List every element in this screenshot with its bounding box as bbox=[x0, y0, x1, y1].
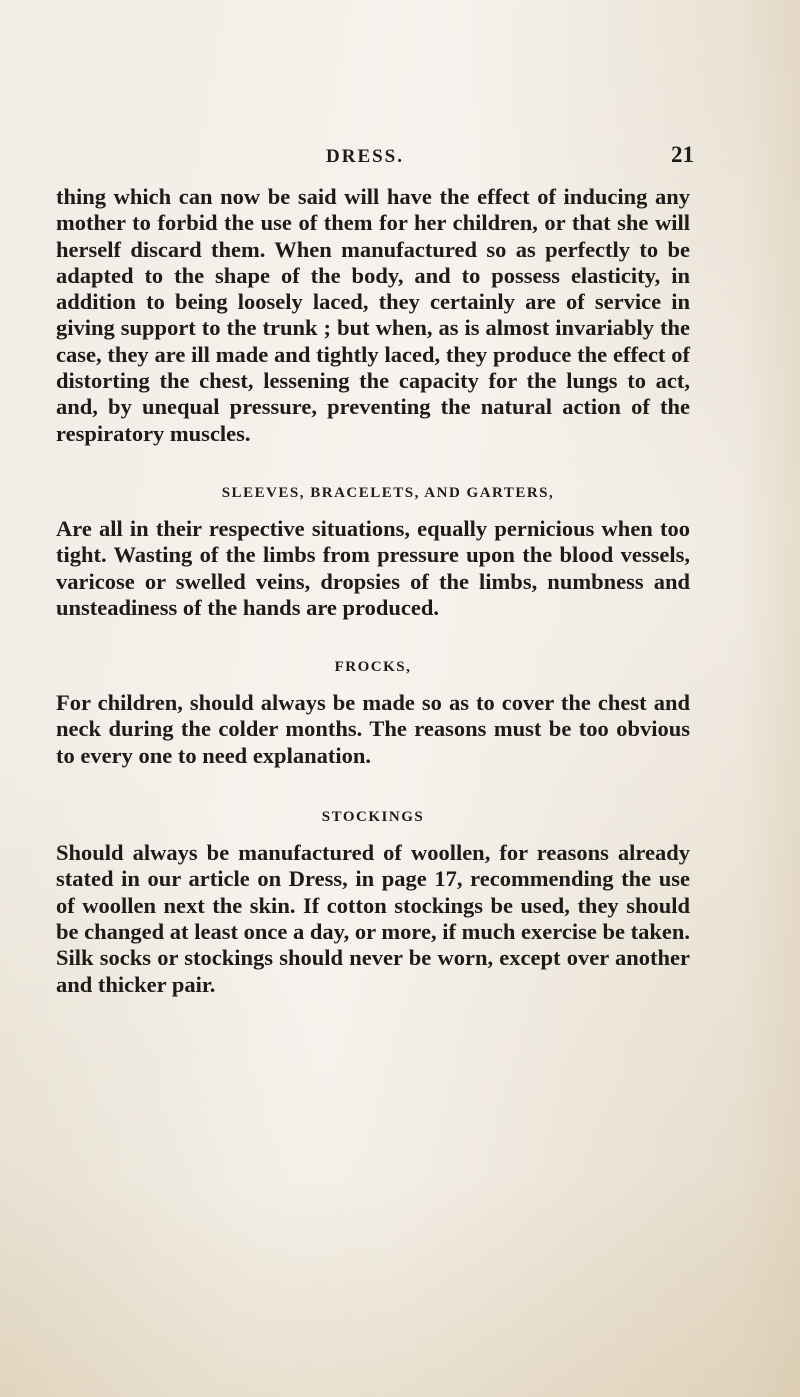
section-heading-stockings: STOCKINGS bbox=[321, 809, 425, 826]
paragraph-intro: thing which can now be said will have the effect of inducing any mother to forbid the use of them for her children, or that she will herself discard them. When manufactured so as perfectly to be adapted to the shape of the body, and to possess elasticity, in addition to being loosely laced, they certainly are of service in giving support to the trunk ; but when, as is almost invariably the case, they are ill made and tightly laced, they produce the effect of distorting the chest, lessening the capacity for the lungs to act, and, by unequal pressure, preventing the natural action of the respiratory muscles. bbox=[56, 184, 690, 446]
paragraph-frocks: For children, should always be made so as to cover the chest and neck during the colder months. The reasons must be too obvious to every one to need explanation. bbox=[56, 690, 690, 768]
paper-stain-right bbox=[740, 0, 800, 1397]
book-page bbox=[56, 140, 694, 998]
page-number: 21 bbox=[671, 142, 694, 167]
section-heading-sleeves: SLEEVES, BRACELETS, AND GARTERS, bbox=[221, 484, 555, 501]
running-title: DRESS. bbox=[326, 146, 404, 167]
running-head bbox=[56, 140, 694, 184]
paragraph-sleeves: Are all in their respective situations, equally pernicious when too tight. Wasting of the limbs from pressure upon the blood vessels, varicose or swelled veins, dropsies of the limbs, numbness and unsteadiness of the hands are produced. bbox=[56, 515, 690, 620]
section-heading-frocks: FROCKS, bbox=[334, 659, 412, 676]
paragraph-stockings: Should always be manufactured of woollen, for reasons already stated in our article on Dress, in page 17, recommending the use of woollen next the skin. If cotton stockings be used, they should be changed at least once a day, or more, if much exercise be taken. Silk socks or stockings should never be worn, except over another and thicker pair. bbox=[56, 840, 690, 997]
paper-stain-bottom bbox=[0, 1177, 800, 1397]
